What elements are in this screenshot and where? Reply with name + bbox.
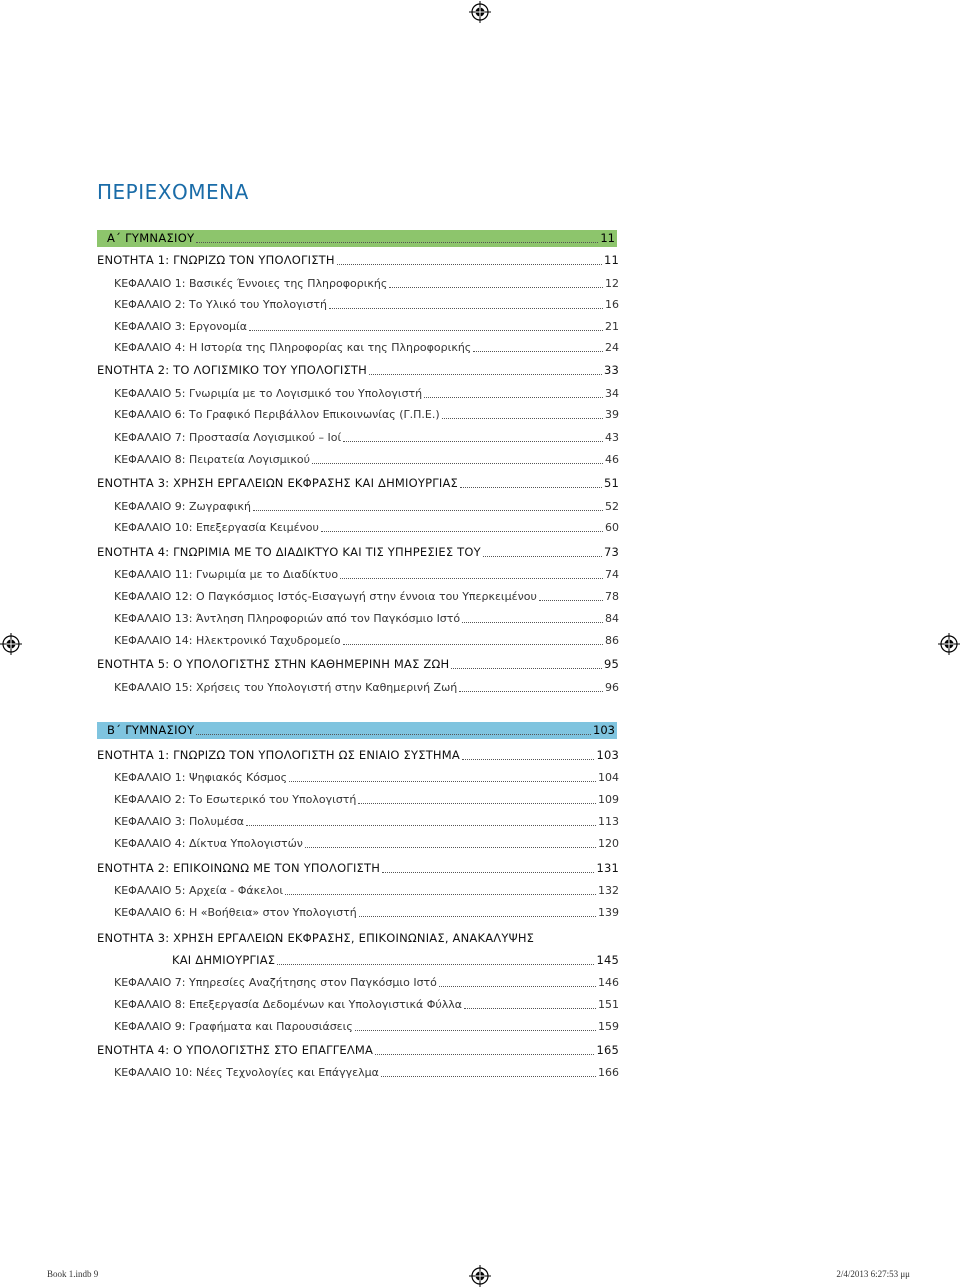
entry-label: ΕΝΟΤΗΤΑ 5: Ο ΥΠΟΛΟΓΙΣΤΗΣ ΣΤΗΝ ΚΑΘΗΜΕΡΙΝΗ ΜΑΣ ΖΩΗ [97,657,450,671]
page-number: 60 [605,521,619,534]
page-number: 11 [600,231,615,245]
toc-chapter[interactable] [114,679,619,696]
page-number: 34 [605,387,619,400]
toc-chapter[interactable] [114,904,619,921]
page-number: 159 [598,1020,619,1033]
toc-chapter[interactable] [114,632,619,649]
entry-label: ΕΝΟΤΗΤΑ 3: ΧΡΗΣΗ ΕΡΓΑΛΕΙΩΝ ΕΚΦΡΑΣΗΣ, ΕΠΙΚΟΙΝΩΝΙΑΣ, ΑΝΑΚΑΛΥΨΗΣ [97,931,535,945]
entry-label: ΚΕΦΑΛΑΙΟ 9: Γραφήματα και Παρουσιάσεις [114,1020,353,1033]
toc-chapter[interactable] [114,429,619,446]
page-number: 146 [598,976,619,989]
page-number: 33 [603,363,619,377]
page-number: 120 [598,837,619,850]
entry-label: ΕΝΟΤΗΤΑ 4: ΓΝΩΡΙΜΙΑ ΜΕ ΤΟ ΔΙΑΔΙΚΤΥΟ ΚΑΙ ΤΙΣ ΥΠΗΡΕΣΙΕΣ ΤΟΥ [97,545,481,559]
dot-leader [460,487,602,488]
entry-label: ΚΕΦΑΛΑΙΟ 1: Ψηφιακός Κόσμος [114,771,288,784]
section-label: Α΄ ΓΥΜΝΑΣΙΟΥ [107,231,195,245]
entry-label: ΚΕΦΑΛΑΙΟ 2: Το Εσωτερικό του Υπολογιστή [114,793,357,806]
dot-leader [381,1076,596,1077]
page-number: 145 [596,953,619,967]
toc-chapter[interactable] [114,566,619,583]
entry-label: ΚΕΦΑΛΑΙΟ 15: Χρήσεις του Υπολογιστή στην Καθημερινή Ζωή [114,681,458,694]
dot-leader [321,531,603,532]
dot-leader [249,330,603,331]
dot-leader [382,872,594,873]
dot-leader [289,781,596,782]
dot-leader [483,556,602,557]
dot-leader [473,351,603,352]
toc-unit[interactable] [97,656,619,673]
dot-leader [375,1054,594,1055]
entry-label: ΚΕΦΑΛΑΙΟ 7: Προστασία Λογισμικού – Ιοί [114,431,342,444]
section-label: Β΄ ΓΥΜΝΑΣΙΟΥ [107,723,195,737]
toc-chapter[interactable] [114,498,619,515]
page-number: 103 [596,748,619,762]
entry-label: ΚΕΦΑΛΑΙΟ 6: Το Γραφικό Περιβάλλον Επικοινωνίας (Γ.Π.Ε.) [114,408,440,421]
entry-label: ΕΝΟΤΗΤΑ 4: Ο ΥΠΟΛΟΓΙΣΤΗΣ ΣΤΟ ΕΠΑΓΓΕΛΜΑ [97,1043,374,1057]
page-number: 132 [598,884,619,897]
dot-leader [424,397,603,398]
section-header-a[interactable] [97,230,617,247]
dot-leader [462,759,594,760]
page-number: 96 [605,681,619,694]
entry-label: ΚΕΦΑΛΑΙΟ 5: Αρχεία - Φάκελοι [114,884,284,897]
page-number: 52 [605,500,619,513]
page-number: 103 [593,723,615,737]
print-slug-left: Book 1.indb 9 [47,1269,99,1279]
entry-label: ΚΕΦΑΛΑΙΟ 13: Άντληση Πληροφοριών από τον Παγκόσμιο Ιστό [114,612,461,625]
dot-leader [358,803,596,804]
page-number: 24 [605,341,619,354]
registration-mark-icon [469,1265,491,1287]
entry-label: ΚΕΦΑΛΑΙΟ 2: Το Υλικό του Υπολογιστή [114,298,327,311]
toc-unit[interactable] [97,930,619,947]
entry-label: ΕΝΟΤΗΤΑ 1: ΓΝΩΡΙΖΩ ΤΟΝ ΥΠΟΛΟΓΙΣΤΗ [97,253,335,267]
dot-leader [539,600,603,601]
dot-leader [329,308,603,309]
page-number: 151 [598,998,619,1011]
entry-label: ΚΕΦΑΛΑΙΟ 8: Επεξεργασία Δεδομένων και Υπολογιστικά Φύλλα [114,998,462,1011]
page-number: 84 [605,612,619,625]
entry-label: ΚΕΦΑΛΑΙΟ 9: Ζωγραφική [114,500,251,513]
dot-leader [312,463,603,464]
dot-leader [196,734,591,735]
dot-leader [464,1008,596,1009]
entry-label: ΚΕΦΑΛΑΙΟ 3: Εργονομία [114,320,248,333]
toc-chapter[interactable] [114,296,619,313]
page-number: 86 [605,634,619,647]
toc-unit[interactable] [97,475,619,492]
toc-chapter[interactable] [114,813,619,830]
entry-label: ΚΕΦΑΛΑΙΟ 8: Πειρατεία Λογισμικού [114,453,310,466]
toc-chapter[interactable] [114,769,619,786]
dot-leader [253,510,603,511]
entry-label: ΕΝΟΤΗΤΑ 1: ΓΝΩΡΙΖΩ ΤΟΝ ΥΠΟΛΟΓΙΣΤΗ ΩΣ ΕΝΙΑΙΟ ΣΥΣΤΗΜΑ [97,748,460,762]
dot-leader [459,691,603,692]
entry-label: ΕΝΟΤΗΤΑ 2: ΤΟ ΛΟΓΙΣΜΙΚΟ ΤΟΥ ΥΠΟΛΟΓΙΣΤΗ [97,363,367,377]
toc-chapter[interactable] [114,1018,619,1035]
entry-label: ΚΕΦΑΛΑΙΟ 4: Η Ιστορία της Πληροφορίας και της Πληροφορικής [114,341,472,354]
dot-leader [277,964,594,965]
page-title: ΠΕΡΙΕΧΟΜΕΝΑ [97,180,249,204]
toc-unit[interactable] [97,544,619,561]
print-slug-right: 2/4/2013 6:27:53 μμ [836,1269,910,1279]
toc-unit-continuation[interactable] [172,952,619,969]
page-number: 104 [598,771,619,784]
entry-label: ΕΝΟΤΗΤΑ 2: ΕΠΙΚΟΙΝΩΝΩ ΜΕ ΤΟΝ ΥΠΟΛΟΓΙΣΤΗ [97,861,381,875]
dot-leader [343,644,603,645]
entry-label: ΚΕΦΑΛΑΙΟ 1: Βασικές Έννοιες της Πληροφορικής [114,277,388,290]
toc-unit[interactable] [97,252,619,269]
toc-chapter[interactable] [114,385,619,402]
page-number: 113 [598,815,619,828]
section-header-b[interactable] [97,722,617,739]
toc-chapter[interactable] [114,996,619,1013]
page-number: 131 [596,861,619,875]
page-number: 43 [605,431,619,444]
toc-chapter[interactable] [114,519,619,536]
toc-chapter[interactable] [114,406,619,423]
toc-chapter[interactable] [114,318,619,335]
dot-leader [285,894,596,895]
entry-label: ΚΕΦΑΛΑΙΟ 5: Γνωριμία με το Λογισμικό του Υπολογιστή [114,387,423,400]
dot-leader [355,1030,596,1031]
toc-unit[interactable] [97,1042,619,1059]
page-number: 95 [603,657,619,671]
dot-leader [439,986,596,987]
entry-label: ΚΕΦΑΛΑΙΟ 7: Υπηρεσίες Αναζήτησης στον Παγκόσμιο Ιστό [114,976,437,989]
toc-chapter[interactable] [114,588,619,605]
page-number: 21 [605,320,619,333]
page-number: 78 [605,590,619,603]
page-number: 51 [603,476,619,490]
toc-chapter[interactable] [114,339,619,356]
page-number: 12 [605,277,619,290]
page-number: 165 [596,1043,619,1057]
toc-chapter[interactable] [114,791,619,808]
page-number: 109 [598,793,619,806]
entry-label: ΚΕΦΑΛΑΙΟ 14: Ηλεκτρονικό Ταχυδρομείο [114,634,341,647]
toc-chapter[interactable] [114,882,619,899]
dot-leader [337,264,602,265]
dot-leader [305,847,596,848]
dot-leader [343,441,603,442]
toc-chapter[interactable] [114,610,619,627]
dot-leader [442,418,603,419]
dot-leader [196,242,598,243]
page-number: 16 [605,298,619,311]
registration-mark-icon [469,1,491,23]
dot-leader [246,825,596,826]
dot-leader [340,578,603,579]
entry-label: ΚΑΙ ΔΗΜΙΟΥΡΓΙΑΣ [172,953,276,967]
page-number: 11 [603,253,619,267]
page-number: 74 [605,568,619,581]
entry-label: ΚΕΦΑΛΑΙΟ 11: Γνωριμία με το Διαδίκτυο [114,568,339,581]
toc-chapter[interactable] [114,451,619,468]
entry-label: ΚΕΦΑΛΑΙΟ 12: Ο Παγκόσμιος Ιστός-Εισαγωγή στην έννοια του Υπερκειμένου [114,590,537,603]
page-number: 139 [598,906,619,919]
dot-leader [389,287,603,288]
entry-label: ΚΕΦΑΛΑΙΟ 4: Δίκτυα Υπολογιστών [114,837,303,850]
toc-unit[interactable] [97,747,619,764]
toc-chapter[interactable] [114,1064,619,1081]
toc-unit[interactable] [97,860,619,877]
registration-mark-icon [0,633,22,655]
toc-chapter[interactable] [114,835,619,852]
entry-label: ΚΕΦΑΛΑΙΟ 10: Επεξεργασία Κειμένου [114,521,319,534]
page-number: 46 [605,453,619,466]
page-number: 39 [605,408,619,421]
toc-chapter[interactable] [114,974,619,991]
toc-chapter[interactable] [114,275,619,292]
dot-leader [451,668,602,669]
dot-leader [462,622,603,623]
dot-leader [369,374,602,375]
dot-leader [359,916,596,917]
page-number: 73 [603,545,619,559]
toc-unit[interactable] [97,362,619,379]
entry-label: ΕΝΟΤΗΤΑ 3: ΧΡΗΣΗ ΕΡΓΑΛΕΙΩΝ ΕΚΦΡΑΣΗΣ ΚΑΙ ΔΗΜΙΟΥΡΓΙΑΣ [97,476,458,490]
entry-label: ΚΕΦΑΛΑΙΟ 3: Πολυμέσα [114,815,245,828]
registration-mark-icon [938,633,960,655]
entry-label: ΚΕΦΑΛΑΙΟ 6: Η «Βοήθεια» στον Υπολογιστή [114,906,357,919]
page-number: 166 [598,1066,619,1079]
entry-label: ΚΕΦΑΛΑΙΟ 10: Νέες Τεχνολογίες και Επάγγελμα [114,1066,379,1079]
